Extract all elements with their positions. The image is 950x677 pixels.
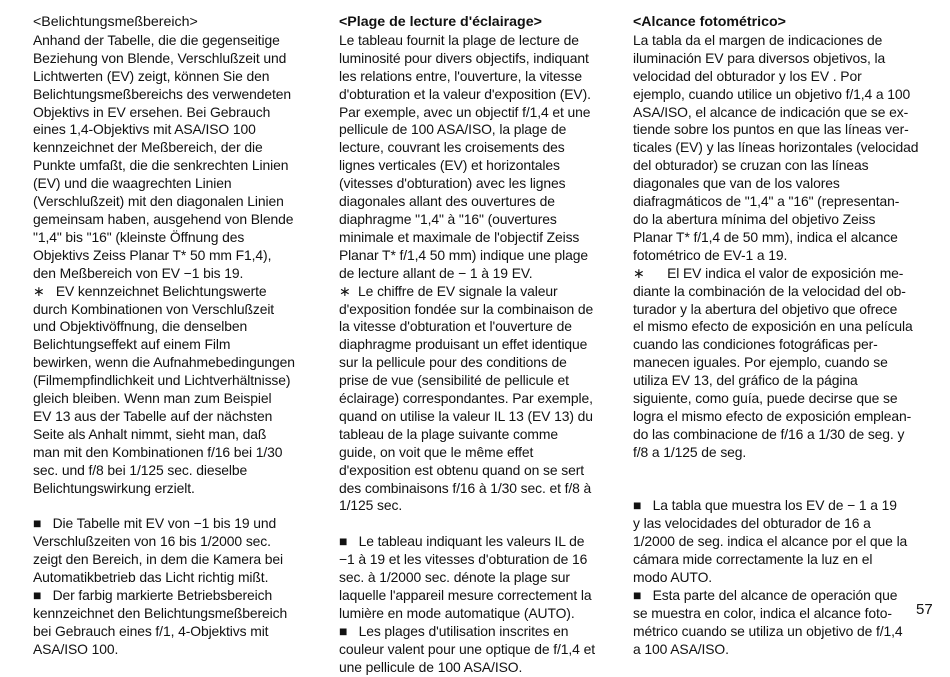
text-line: tiende sobre los puntos en que las líneas ver- [633, 121, 909, 138]
text-line: couleur valent pour une optique de f/1,4 et [339, 640, 595, 657]
text-line: Objektivs Zeiss Planar T* 50 mm F1,4), [33, 246, 272, 263]
text-line: Objektivs in EV ersehen. Bei Gebrauch [33, 103, 271, 120]
text-line: iluminación EV para diversos objetivos, la [633, 49, 886, 66]
text-line: lignes verticales (EV) et horizontales [339, 157, 560, 174]
german-heading: <Belichtungsmeßbereich> [33, 14, 198, 30]
text-line: ∗ El EV indica el valor de exposición me- [633, 264, 904, 281]
text-line: sec. à 1/2000 sec. dénote la plage sur [339, 569, 570, 586]
text-line: Planar T* f/1,4 de 50 mm), indica el alcance [633, 228, 898, 245]
text-line: kennzeichnet den Belichtungsmeßbereich [33, 604, 288, 621]
text-line: cuando las condiciones fotográficas per- [633, 336, 878, 353]
text-line: La tabla da el margen de indicaciones de [633, 31, 883, 48]
text-line: tableau de la plage suivante comme [339, 425, 558, 442]
text-line: "1,4" bis "16" (kleinste Öffnung des [33, 228, 245, 245]
page-number: 57 [916, 601, 933, 618]
text-line: a 100 ASA/ISO. [633, 640, 729, 657]
french-heading: <Plage de lecture d'éclairage> [339, 14, 542, 30]
text-line: (vitesses d'obturation) avec les lignes [339, 175, 566, 192]
text-line: se muestra en color, indica el alcance foto- [633, 604, 892, 621]
text-line: manecen iguales. Por ejemplo, cuando se [633, 354, 888, 371]
text-line: eines 1,4-Objektivs mit ASA/ISO 100 [33, 121, 256, 138]
text-line: do la abertura mínima del objetivo Zeiss [633, 210, 876, 227]
text-line: ■ Die Tabelle mit EV von −1 bis 19 und [33, 515, 277, 532]
text-line: éclairage) correspondantes. Par exemple, [339, 390, 593, 407]
paragraph-gap [339, 515, 614, 533]
text-line: Punkte umfaßt, die die senkrechten Linien [33, 157, 289, 174]
text-line: (Filmempfindlichkeit und Lichtverhältnisse) [33, 372, 291, 389]
text-line: Par exemple, avec un objectif f/1,4 et une [339, 103, 591, 120]
text-line: turador y la abertura del objetivo que ofrece [633, 300, 898, 317]
french-column [339, 14, 614, 677]
text-line: Le tableau fournit la plage de lecture de [339, 31, 579, 48]
text-line: Seite als Anhalt nimmt, sieht man, daß [33, 425, 267, 442]
text-line: Lichtwerten (EV) zeigt, können Sie den [33, 67, 270, 84]
german-column [33, 14, 303, 659]
text-line: ASA/ISO 100. [33, 640, 119, 657]
text-line: kennzeichnet der Meßbereich, der die [33, 139, 263, 156]
paragraph-gap [633, 462, 933, 480]
text-line: diagonales que van de los valores [633, 175, 840, 192]
text-line: EV 13 aus der Tabelle auf der nächsten [33, 407, 273, 424]
text-line: del obturador) se cruzan con las líneas [633, 157, 869, 174]
spanish-heading: <Alcance fotométrico> [633, 14, 786, 30]
text-line: bei Gebrauch eines f/1, 4-Objektivs mit [33, 622, 269, 639]
text-line: gemeinsam haben, ausgehend von Blende [33, 210, 294, 227]
text-line: Planar T* f/1,4 50 mm) indique une plage [339, 246, 589, 263]
text-line: do las combinacione de f/16 a 1/30 de seg. y [633, 425, 905, 442]
text-line: diante la combinación de la velocidad del ob- [633, 282, 906, 299]
text-line: (EV) und die waagrechten Linien [33, 175, 232, 192]
text-line: ASA/ISO, el alcance de indicación que se ex- [633, 103, 909, 120]
text-line: des combinaisons f/16 à 1/30 sec. et f/8 à [339, 479, 592, 496]
text-line: den Meßbereich von EV −1 bis 19. [33, 264, 244, 281]
text-line: ticales (EV) y las líneas horizontales (velocidad [633, 139, 919, 156]
text-line: Belichtungswirkung erzielt. [33, 479, 195, 496]
text-line: lecture, couvrant les croisements des [339, 139, 565, 156]
text-line: gleich bleiben. Wenn man zum Beispiel [33, 390, 272, 407]
text-line: ■ Der farbig markierte Betriebsbereich [33, 586, 273, 603]
text-line: Belichtungsmeßbereichs des verwendeten [33, 85, 291, 102]
text-line: −1 à 19 et les vitesses d'obturation de 16 [339, 551, 588, 568]
text-line: ∗ Le chiffre de EV signale la valeur [339, 282, 558, 299]
text-line: bewirken, wenn die Aufnahmebedingungen [33, 354, 295, 371]
text-line: f/8 a 1/125 de seg. [633, 443, 747, 460]
text-line: durch Kombinationen von Verschlußzeit [33, 300, 275, 317]
text-line: prise de vue (sensibilité de pellicule et [339, 372, 569, 389]
text-line: sur la pellicule pour des conditions de [339, 354, 567, 371]
paragraph-gap [633, 480, 933, 498]
text-line: diaphragme produisant un effet identique [339, 336, 588, 353]
text-line: luminosité pour divers objectifs, indiquant [339, 49, 589, 66]
text-line: 1/125 sec. [339, 497, 403, 514]
spanish-column [633, 14, 933, 659]
text-line: la vitesse d'obturation et l'ouverture de [339, 318, 572, 335]
text-line: Belichtungseffekt auf einem Film [33, 336, 231, 353]
text-line: ■ Le tableau indiquant les valeurs IL de [339, 533, 585, 550]
text-line: y las velocidades del obturador de 16 a [633, 515, 871, 532]
text-line: 1/2000 de seg. indica el alcance por el que la [633, 533, 908, 550]
text-line: fotométrico de EV-1 a 19. [633, 246, 788, 263]
text-line: diagonales allant des ouvertures de [339, 193, 555, 210]
text-line: (Verschlußzeit) mit den diagonalen Linien [33, 193, 284, 210]
text-line: velocidad del obturador y los EV . Por [633, 67, 862, 84]
text-line: d'exposition fondée sur la combinaison de [339, 300, 594, 317]
text-line: modo AUTO. [633, 569, 713, 586]
text-line: sec. und f/8 bei 1/125 sec. dieselbe [33, 461, 248, 478]
text-line: zeigt den Bereich, in dem die Kamera bei [33, 551, 284, 568]
text-line: diaphragme "1,4" à "16" (ouvertures [339, 210, 557, 227]
text-line: Automatikbetrieb das Licht richtig mißt. [33, 569, 269, 586]
german-body [33, 32, 303, 659]
text-line: une pellicule de 100 ASA/ISO. [339, 658, 523, 675]
text-line: man mit den Kombinationen f/16 bei 1/30 [33, 443, 283, 460]
text-line: Anhand der Tabelle, die die gegenseitige [33, 31, 280, 48]
text-line: diafragmáticos de "1,4" a "16" (representan- [633, 193, 900, 210]
text-line: quand on utilise la valeur IL 13 (EV 13) du [339, 407, 593, 424]
text-line: logra el mismo efecto de exposición emplean- [633, 407, 912, 424]
text-line: Beziehung von Blende, Verschlußzeit und [33, 49, 287, 66]
text-line: ■ Esta parte del alcance de operación que [633, 586, 898, 603]
french-body [339, 32, 614, 677]
text-line: guide, on voit que le même effet [339, 443, 534, 460]
text-line: siguiente, como guía, puede decirse que se [633, 390, 898, 407]
text-line: minimale et maximale de l'objectif Zeiss [339, 228, 580, 245]
spanish-body [633, 32, 933, 659]
text-line: d'exposition est obtenu quand on se sert [339, 461, 585, 478]
text-line: cámara mide correctamente la luz en el [633, 551, 873, 568]
text-line: pellicule de 100 ASA/ISO, la plage de [339, 121, 567, 138]
text-line: ejemplo, cuando utilice un objetivo f/1,4 a 100 [633, 85, 911, 102]
text-line: Verschlußzeiten von 16 bis 1/2000 sec. [33, 533, 271, 550]
text-line: laquelle l'appareil mesure correctement la [339, 586, 592, 603]
text-line: de lecture allant de − 1 à 19 EV. [339, 264, 533, 281]
text-line: lumière en mode automatique (AUTO). [339, 604, 575, 621]
text-line: métrico cuando se utiliza un objetivo de f/1,4 [633, 622, 903, 639]
text-line: und Objektivöffnung, die denselben [33, 318, 248, 335]
paragraph-gap [33, 497, 303, 515]
text-line: d'obturation et la valeur d'exposition (EV). [339, 85, 591, 102]
text-line: utiliza EV 13, del gráfico de la página [633, 372, 858, 389]
text-line: ■ Les plages d'utilisation inscrites en [339, 622, 569, 639]
text-line: el mismo efecto de exposición en una película [633, 318, 913, 335]
text-line: les relations entre, l'ouverture, la vitesse [339, 67, 583, 84]
text-line: ∗ EV kennzeichnet Belichtungswerte [33, 282, 267, 299]
text-line: ■ La tabla que muestra los EV de − 1 a 19 [633, 497, 897, 514]
